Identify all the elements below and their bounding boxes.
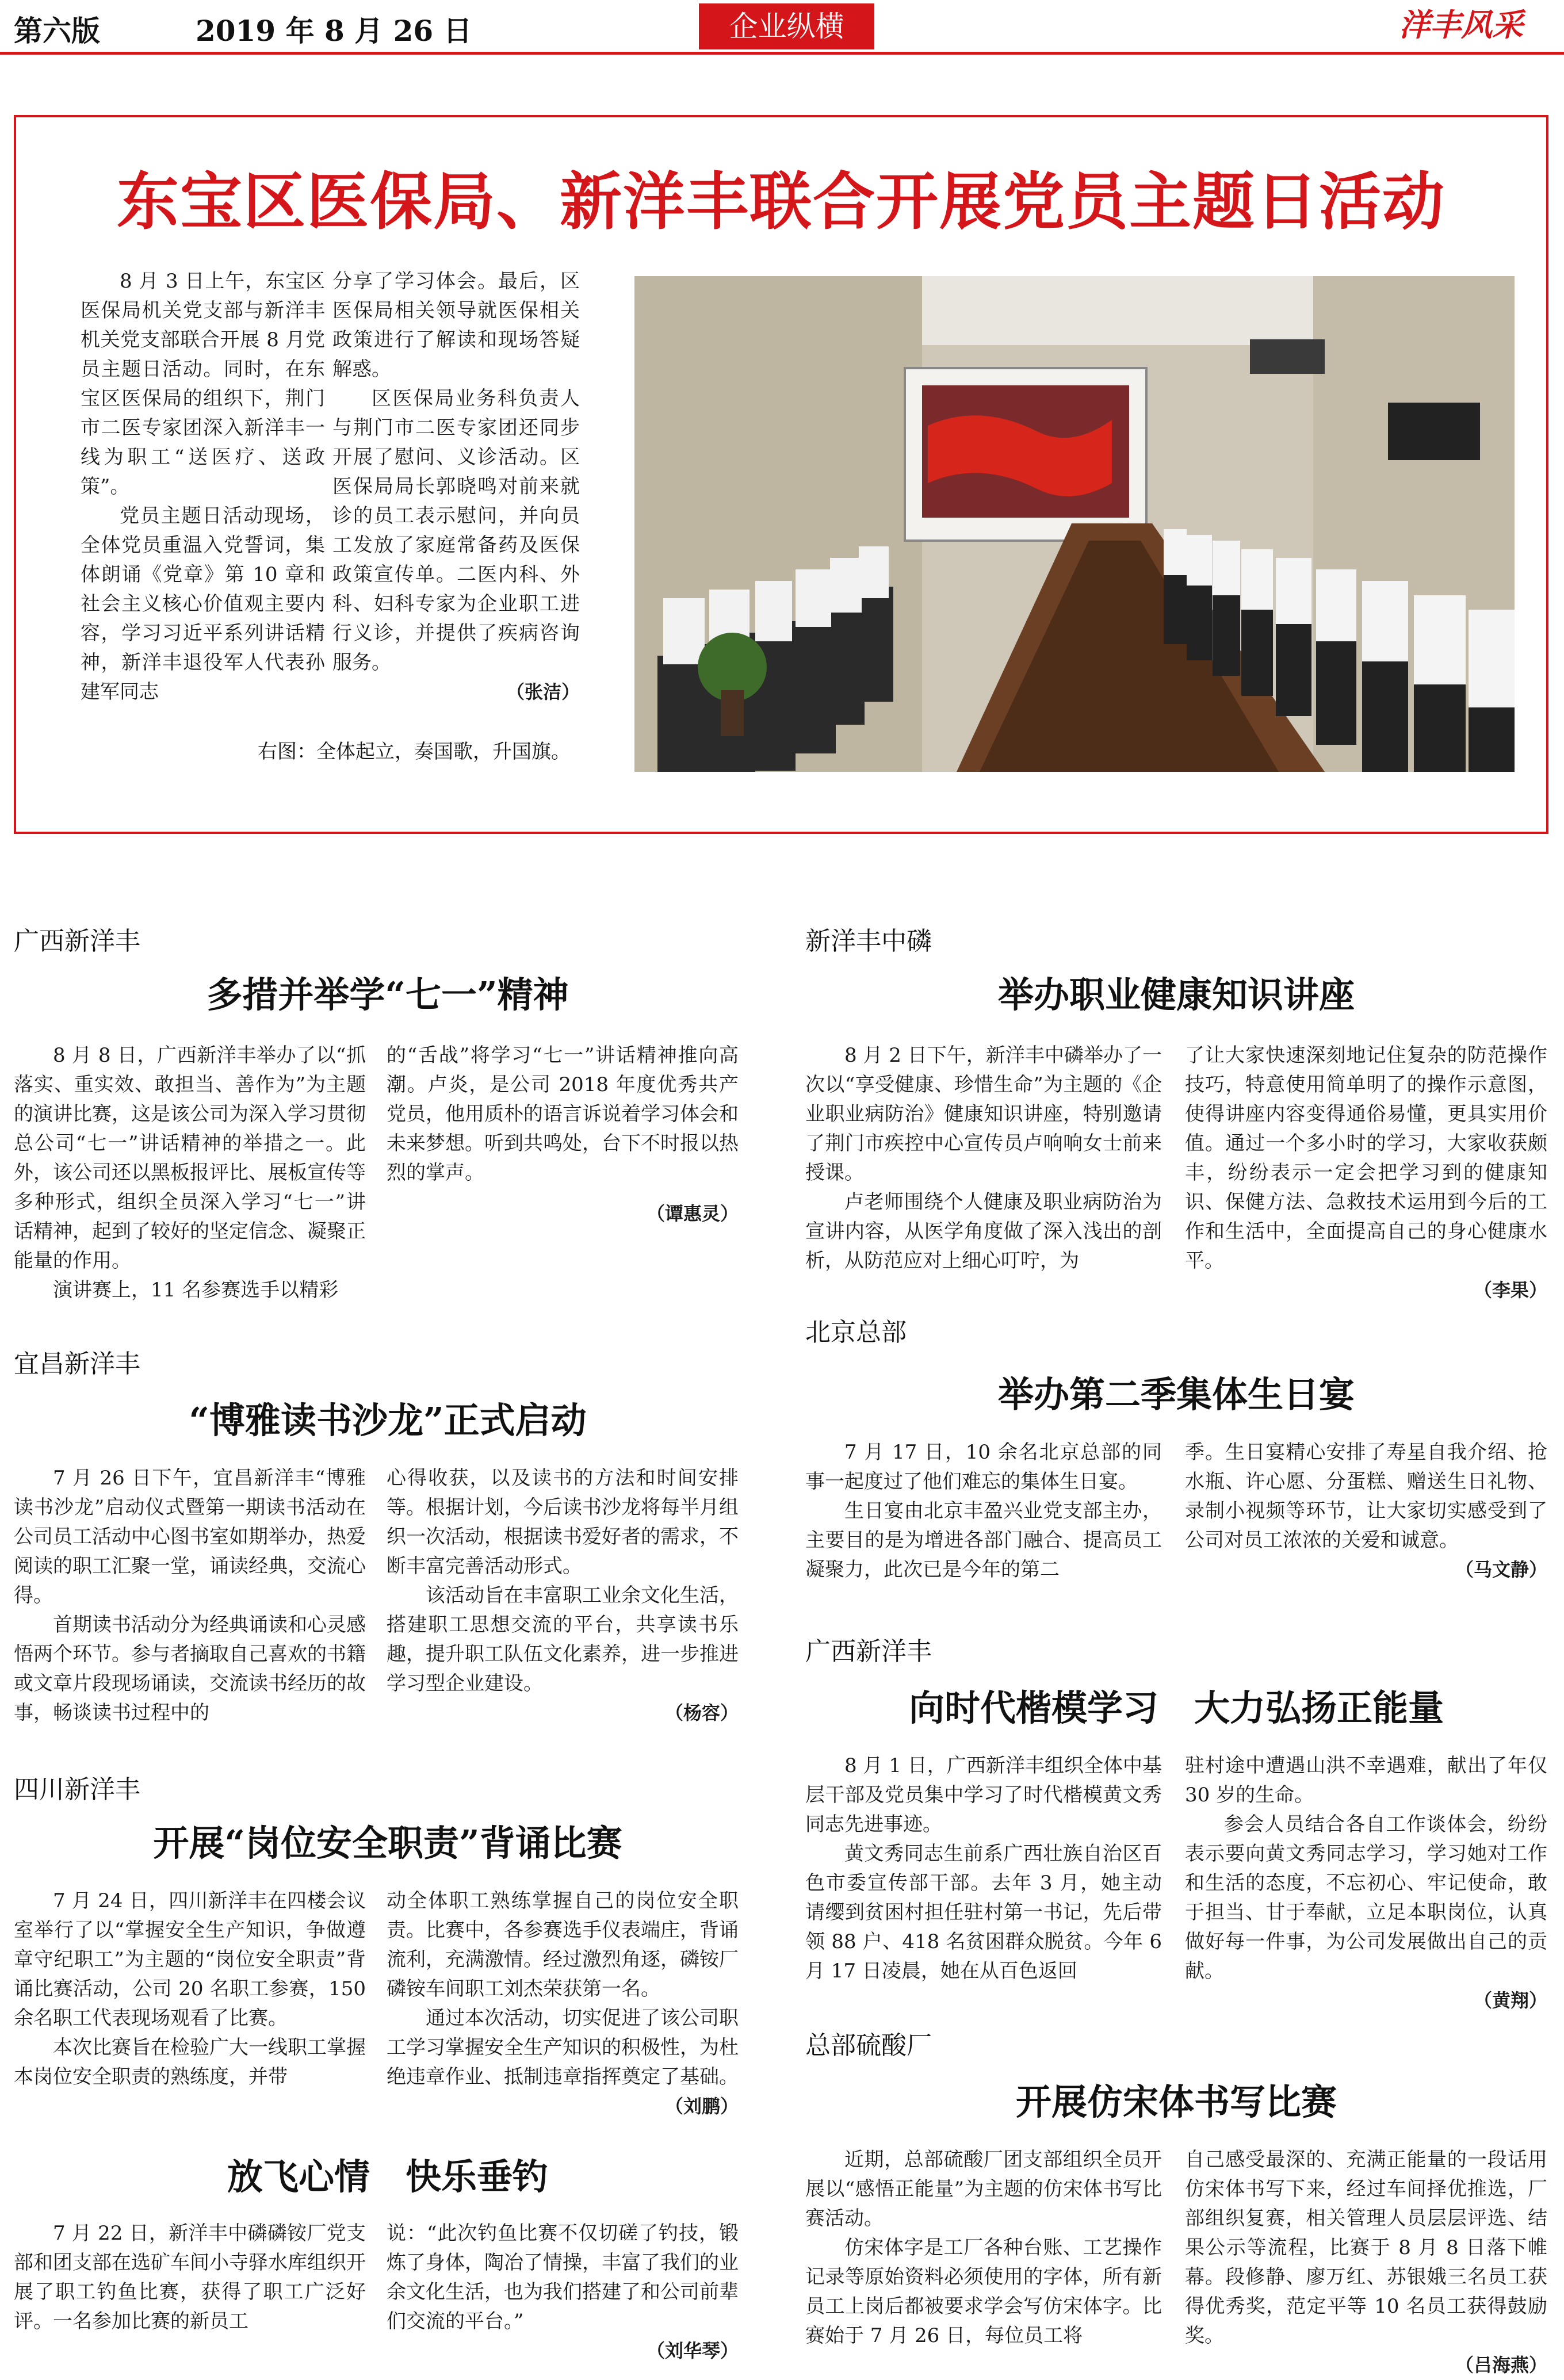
article-section-label: 总部硫酸厂 <box>805 2031 932 2060</box>
article-section-label: 广西新洋丰 <box>14 927 140 956</box>
byline: （李果） <box>1473 1279 1547 1301</box>
article-col-1 <box>805 1751 1162 1986</box>
article-col-1 <box>14 1887 366 2092</box>
feature-box <box>14 115 1548 834</box>
photo-caption: 右图：全体起立，奏国歌，升国旗。 <box>258 740 571 763</box>
byline: （吕海燕） <box>1455 2354 1547 2376</box>
article-title: 向时代楷模学习 大力弘扬正能量 <box>908 1687 1444 1729</box>
feature-title: 东宝区医保局、新洋丰联合开展党员主题日活动 <box>116 166 1446 238</box>
paragraph: 7 月 24 日，四川新洋丰在四楼会议室举行了以“掌握安全生产知识，争做遵章守纪职工”为主题的“岗位安全职责”背诵比赛活动，公司 20 名职工参赛，150 余名职工代表现场观看了比赛。 <box>14 1889 366 2030</box>
paragraph: 8 月 2 日下午，新洋丰中磷举办了一次以“享受健康、珍惜生命”为主题的《企业职业病防治》健康知识讲座，特别邀请了荆门市疾控中心宣传员卢响响女士前来授课。 <box>805 1044 1162 1184</box>
paragraph: 7 月 22 日，新洋丰中磷磷铵厂党支部和团支部在选矿车间小寺驿水库组织开展了职工钓鱼比赛，获得了职工广泛好评。一名参加比赛的新员工 <box>14 2222 366 2333</box>
article-col-1 <box>805 1438 1162 1585</box>
article-section-label: 四川新洋丰 <box>14 1775 140 1804</box>
byline: （张洁） <box>506 681 580 703</box>
paragraph: 参会人员结合各自工作谈体会，纷纷表示要向黄文秀同志学习，学习她对工作和生活的态度，不忘初心、牢记使命，敢于担当、甘于奉献，立足本职岗位，认真做好每一件事，为公司发展做出自己的贡献。 <box>1185 1813 1547 1983</box>
paragraph: 分享了学习体会。最后，区医保局相关领导就医保相关政策进行了解读和现场答疑解惑。 <box>332 270 580 381</box>
article-section-label: 新洋丰中磷 <box>805 927 932 956</box>
article-col-1 <box>805 1041 1162 1276</box>
paragraph: 8 月 1 日，广西新洋丰组织全体中基层干部及党员集中学习了时代楷模黄文秀同志先进事迹。 <box>805 1754 1162 1836</box>
paragraph: 季。生日宴精心安排了寿星自我介绍、抢水瓶、许心愿、分蛋糕、赠送生日礼物、录制小视频等环节，让大家切实感受到了公司对员工浓浓的关爱和诚意。 <box>1185 1441 1547 1552</box>
article-title: 开展“岗位安全职责”背诵比赛 <box>153 1822 622 1864</box>
paragraph: 动全体职工熟练掌握自己的岗位安全职责。比赛中，各参赛选手仪表端庄，背诵流利，充满激情。经过激烈角逐，磷铵厂磷铵车间职工刘杰荣获第一名。 <box>387 1889 739 2000</box>
paragraph: 自己感受最深的、充满正能量的一段话用仿宋体书写下来，经过车间择优推选，厂部组织复赛，相关管理人员层层评选、结果公示等流程，比赛于 8 月 8 日落下帷幕。段修静、廖万红、苏银娥三名员工获得优秀奖，范定平等 10 名员工获得鼓励奖。 <box>1185 2148 1547 2347</box>
article-section-label: 广西新洋丰 <box>805 1637 932 1666</box>
paragraph: 卢老师围绕个人健康及职业病防治为宣讲内容，从医学角度做了深入浅出的剖析，从防范应对上细心叮咛，为 <box>805 1191 1162 1272</box>
article-col-1 <box>805 2145 1162 2351</box>
edition-label: 第六版 <box>14 14 100 48</box>
header-rule <box>0 52 1564 55</box>
byline: （谭惠灵） <box>646 1203 739 1225</box>
issue-date: 2019 年 8 月 26 日 <box>196 14 472 48</box>
meeting-room-illustration <box>634 276 1515 772</box>
article-col-1 <box>14 2219 366 2336</box>
article-title: 开展仿宋体书写比赛 <box>1015 2081 1337 2123</box>
paragraph: 区医保局业务科负责人与荆门市二医专家团还同步开展了慰问、义诊活动。区医保局局长郭晓鸣对前来就诊的员工表示慰问，并向员工发放了家庭常备药及医保政策宣传单。二医内科、外科、妇科专家为企业职工进行义诊，并提供了疾病咨询服务。 <box>332 387 580 674</box>
article-title: “博雅读书沙龙”正式启动 <box>189 1399 587 1441</box>
article-col-1 <box>14 1464 366 1728</box>
article-col-2 <box>1185 1751 1547 2015</box>
article-title: 举办第二季集体生日宴 <box>997 1373 1355 1415</box>
paragraph: 了让大家快速深刻地记住复杂的防范操作技巧，特意使用简单明了的操作示意图，使得讲座内容变得通俗易懂，更具实用价值。通过一个多小时的学习，大家收获颇丰，纷纷表示一定会把学习到的健康知识、保健方法、急救技术运用到今后的工作和生活中，全面提高自己的身心健康水平。 <box>1185 1044 1547 1272</box>
paragraph: 心得收获，以及读书的方法和时间安排等。根据计划，今后读书沙龙将每半月组织一次活动，根据读书爱好者的需求，不断丰富完善活动形式。 <box>387 1467 739 1578</box>
byline: （刘鹏） <box>664 2095 739 2117</box>
paragraph: 党员主题日活动现场，全体党员重温入党誓词，集体朗诵《党章》第 10 章和社会主义核心价值观主要内容，学习习近平系列讲话精神，新洋丰退役军人代表孙建军同志 <box>81 504 325 703</box>
paragraph: 7 月 26 日下午，宜昌新洋丰“博雅读书沙龙”启动仪式暨第一期读书活动在公司员工活动中心图书室如期举办，热爱阅读的职工汇聚一堂，诵读经典，交流心得。 <box>14 1467 366 1607</box>
paragraph: 近期，总部硫酸厂团支部组织全员开展以“感悟正能量”为主题的仿宋体书写比赛活动。 <box>805 2148 1162 2230</box>
article-title: 放飞心情 快乐垂钓 <box>227 2156 548 2198</box>
paragraph: 7 月 17 日，10 余名北京总部的同事一起度过了他们难忘的集体生日宴。 <box>805 1441 1162 1493</box>
byline: （马文静） <box>1455 1559 1547 1581</box>
paragraph: 黄文秀同志生前系广西壮族自治区百色市委宣传部干部。去年 3 月，她主动请缨到贫困村担任驻村第一书记，先后带领 88 户、418 名贫困群众脱贫。今年 6 月 17 日凌晨，她在从百色返回 <box>805 1842 1162 1983</box>
article-col-2 <box>387 1887 739 2121</box>
article-title: 多措并举学“七一”精神 <box>207 974 569 1016</box>
byline: （黄翔） <box>1473 1989 1547 2011</box>
article-col-2 <box>387 1464 739 1728</box>
byline: （杨容） <box>664 1702 739 1724</box>
masthead-logo: 洋丰风采 <box>1399 6 1523 43</box>
article-col-2 <box>1185 1438 1547 1585</box>
paragraph: 首期读书活动分为经典诵读和心灵感悟两个环节。参与者摘取自己喜欢的书籍或文章片段现场诵读，交流读书经历的故事，畅谈读书过程中的 <box>14 1613 366 1724</box>
feature-col-2 <box>332 267 580 707</box>
paragraph: 通过本次活动，切实促进了该公司职工学习掌握安全生产知识的积极性，为杜绝违章作业、抵制违章指挥奠定了基础。 <box>387 2007 739 2088</box>
paragraph: 8 月 8 日，广西新洋丰举办了以“抓落实、重实效、敢担当、善作为”为主题的演讲比赛，这是该公司为深入学习贯彻总公司“七一”讲话精神的举措之一。此外，该公司还以黑板报评比、展板宣传等多种形式，组织全员深入学习“七一”讲话精神，起到了较好的坚定信念、凝聚正能量的作用。 <box>14 1044 366 1272</box>
paragraph: 该活动旨在丰富职工业余文化生活，搭建职工思想交流的平台，共享读书乐趣，提升职工队伍文化素养，进一步推进学习型企业建设。 <box>387 1584 739 1695</box>
paragraph: 说：“此次钓鱼比赛不仅切磋了钓技，锻炼了身体，陶冶了情操，丰富了我们的业余文化生活，也为我们搭建了和公司前辈们交流的平台。” <box>387 2222 739 2333</box>
paragraph: 驻村途中遭遇山洪不幸遇难，献出了年仅 30 岁的生命。 <box>1185 1754 1547 1807</box>
paragraph: 8 月 3 日上午，东宝区医保局机关党支部与新洋丰机关党支部联合开展 8 月党员主题日活动。同时，在东宝区医保局的组织下，荆门市二医专家团深入新洋丰一线为职工“送医疗、送政策”。 <box>81 270 325 498</box>
paragraph: 生日宴由北京丰盈兴业党支部主办，主要目的是为增进各部门融合、提高员工凝聚力，此次已是今年的第二 <box>805 1499 1162 1581</box>
section-tag: 企业纵横 <box>699 3 874 49</box>
article-col-2 <box>387 2219 739 2366</box>
paragraph: 演讲赛上，11 名参赛选手以精彩 <box>53 1279 339 1302</box>
article-col-2 <box>1185 2145 1547 2380</box>
byline: （刘华琴） <box>646 2340 739 2362</box>
article-col-2 <box>387 1041 739 1229</box>
meeting-photo <box>634 276 1515 772</box>
article-title: 举办职业健康知识讲座 <box>997 974 1355 1016</box>
paragraph: 仿宋体字是工厂各种台账、工艺操作记录等原始资料必须使用的字体，所有新员工上岗后都被要求学会写仿宋体字。比赛始于 7 月 26 日，每位员工将 <box>805 2236 1162 2347</box>
article-col-1 <box>14 1041 366 1305</box>
article-col-2 <box>1185 1041 1547 1305</box>
article-section-label: 北京总部 <box>805 1318 907 1347</box>
article-section-label: 宜昌新洋丰 <box>14 1349 140 1379</box>
paragraph: 的“舌战”将学习“七一”讲话精神推向高潮。卢炎，是公司 2018 年度优秀共产党员，他用质朴的语言诉说着学习体会和未来梦想。听到共鸣处，台下不时报以热烈的掌声。 <box>387 1044 739 1184</box>
paragraph: 本次比赛旨在检验广大一线职工掌握本岗位安全职责的熟练度，并带 <box>14 2036 366 2088</box>
feature-col-1 <box>81 267 325 707</box>
